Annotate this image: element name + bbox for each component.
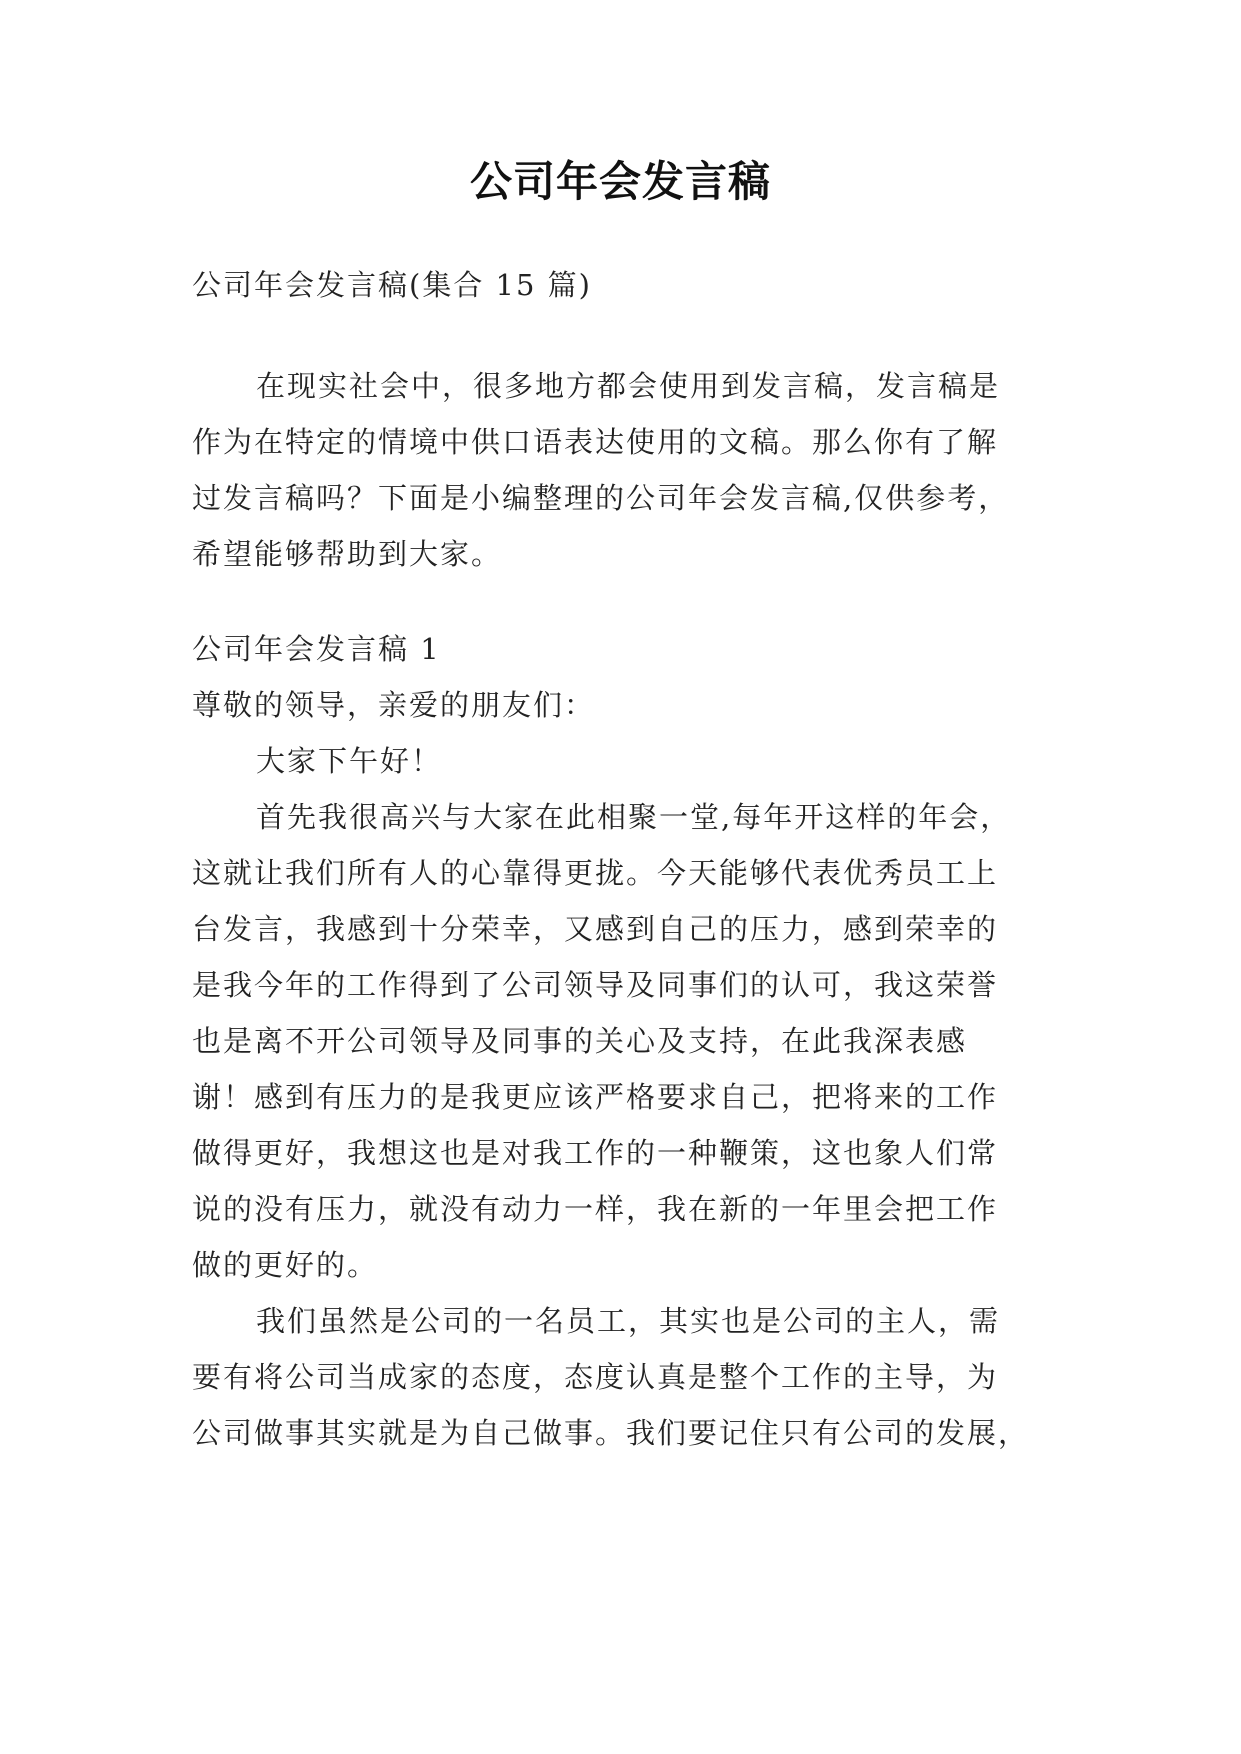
document-subtitle-block: [192, 257, 1052, 313]
intro-paragraph: [192, 358, 1052, 582]
document-subtitle: 公司年会发言稿(集合 15 篇): [192, 268, 592, 302]
paragraph-line: 我们虽然是公司的一名员工，其实也是公司的主人，需: [256, 1304, 1001, 1338]
paragraph-line: 做的更好的。: [192, 1248, 379, 1282]
paragraph-line: 这就让我们所有人的心靠得更拢。今天能够代表优秀员工上: [192, 856, 999, 890]
paragraph-line: 谢！感到有压力的是我更应该严格要求自己，把将来的工作: [192, 1080, 999, 1114]
paragraph-line: 台发言，我感到十分荣幸，又感到自己的压力，感到荣幸的: [192, 912, 999, 946]
paragraph-line: 做得更好，我想这也是对我工作的一种鞭策，这也象人们常: [192, 1136, 999, 1170]
paragraph-line: 公司做事其实就是为自己做事。我们要记住只有公司的发展，: [192, 1416, 1030, 1450]
intro-line: 过发言稿吗？下面是小编整理的公司年会发言稿,仅供参考，: [192, 481, 1010, 515]
greeting: 大家下午好！: [256, 744, 443, 778]
paragraph-line: 说的没有压力，就没有动力一样，我在新的一年里会把工作: [192, 1192, 999, 1226]
section-heading: 公司年会发言稿 1: [192, 632, 441, 666]
document-title: 公司年会发言稿: [469, 157, 771, 206]
section-1: [192, 621, 1052, 1461]
salutation: 尊敬的领导，亲爱的朋友们：: [192, 688, 596, 722]
intro-line: 在现实社会中，很多地方都会使用到发言稿，发言稿是: [256, 369, 1001, 403]
paragraph-line: 是我今年的工作得到了公司领导及同事们的认可，我这荣誉: [192, 968, 999, 1002]
paragraph-line: 要有将公司当成家的态度，态度认真是整个工作的主导，为: [192, 1360, 999, 1394]
intro-line: 希望能够帮助到大家。: [192, 537, 503, 571]
intro-line: 作为在特定的情境中供口语表达使用的文稿。那么你有了解: [192, 425, 999, 459]
paragraph-line: 首先我很高兴与大家在此相聚一堂,每年开这样的年会，: [256, 800, 1012, 834]
paragraph-line: 也是离不开公司领导及同事的关心及支持，在此我深表感: [192, 1024, 968, 1058]
